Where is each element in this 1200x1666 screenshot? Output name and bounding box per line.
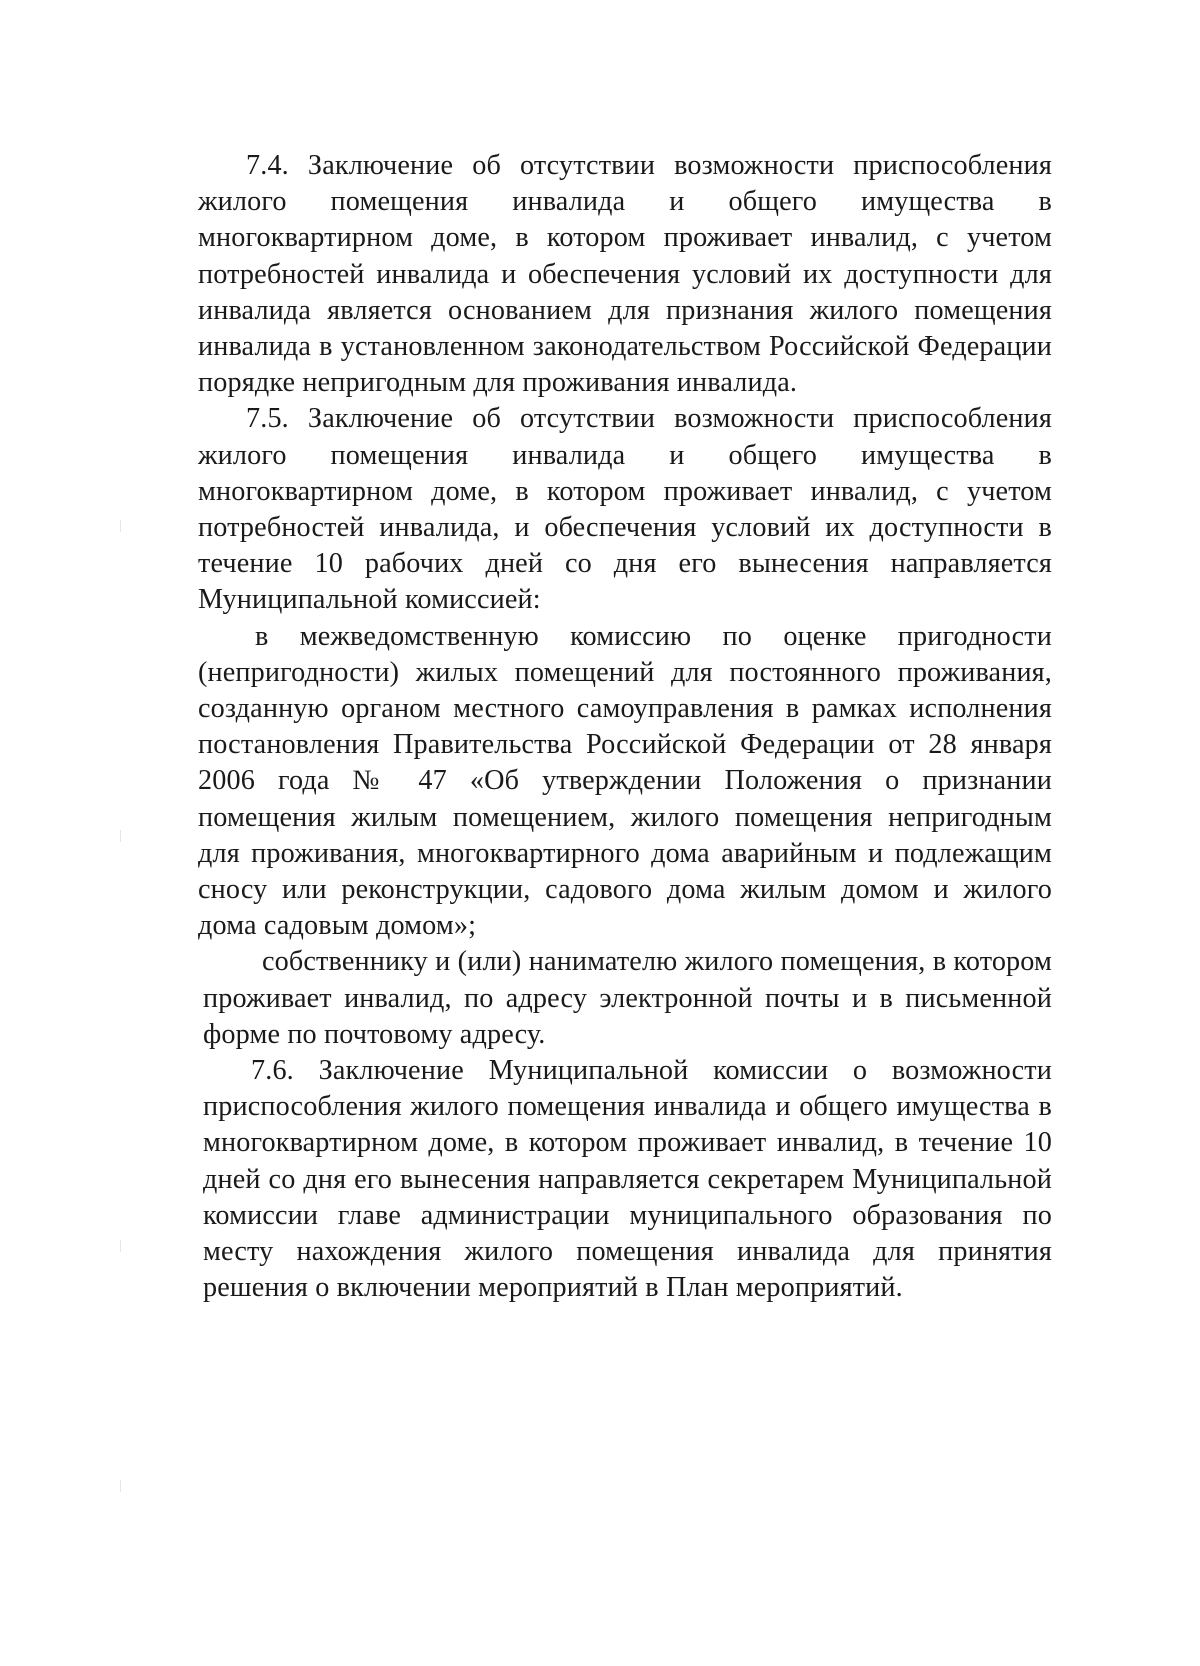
paragraph-7-5-item-commission: в межведомственную комиссию по оценке пригодности (непригодности) жилых помещений для постоянного проживания, созданную органом местного самоуправления в рамках исполнения постановления Правительства Российской Федерации от 28 января 2006 года № 47 «Об утверждении Положения о признании помещения жилым помещением, жилого помещения непригодным для проживания, многоквартирного дома аварийным и подлежащим сносу или реконструкции, садового дома жилым домом и жилого дома садовым домом»; [198,620,1052,942]
paragraph-7-4: 7.4. Заключение об отсутствии возможности приспособления жилого помещения инвалида и общего имущества в многоквартирном доме, в котором проживает инвалид, с учетом потребностей инвалида и обеспечения условий их доступности для инвалида является основанием для признания жилого помещения инвалида в установленном законодательством Российской Федерации порядке непригодным для проживания инвалида. [198,150,1052,399]
scan-margin-mark [120,520,121,532]
scan-margin-mark [120,1240,121,1252]
paragraph-7-5: 7.5. Заключение об отсутствии возможности приспособления жилого помещения инвалида и общего имущества в многоквартирном доме, в котором проживает инвалид, с учетом потребностей инвалида, и обеспечения условий их доступности в течение 10 рабочих дней со дня его вынесения направляется Муниципальной комиссией: [198,403,1052,616]
paragraph-7-5-item-owner: собственнику и (или) нанимателю жилого помещения, в котором проживает инвалид, по адресу электронной почты и в письменной форме по почтовому адресу. [203,946,1052,1050]
scan-margin-mark [120,830,121,842]
document-body [198,148,1052,1307]
paragraph-7-6: 7.6. Заключение Муниципальной комиссии о возможности приспособления жилого помещения инвалида и общего имущества в многоквартирном доме, в котором проживает инвалид, в течение 10 дней со дня его вынесения направляется секретарем Муниципальной комиссии главе администрации муниципального образования по месту нахождения жилого помещения инвалида для принятия решения о включении мероприятий в План мероприятий. [203,1055,1052,1304]
scan-margin-mark [120,1480,121,1492]
